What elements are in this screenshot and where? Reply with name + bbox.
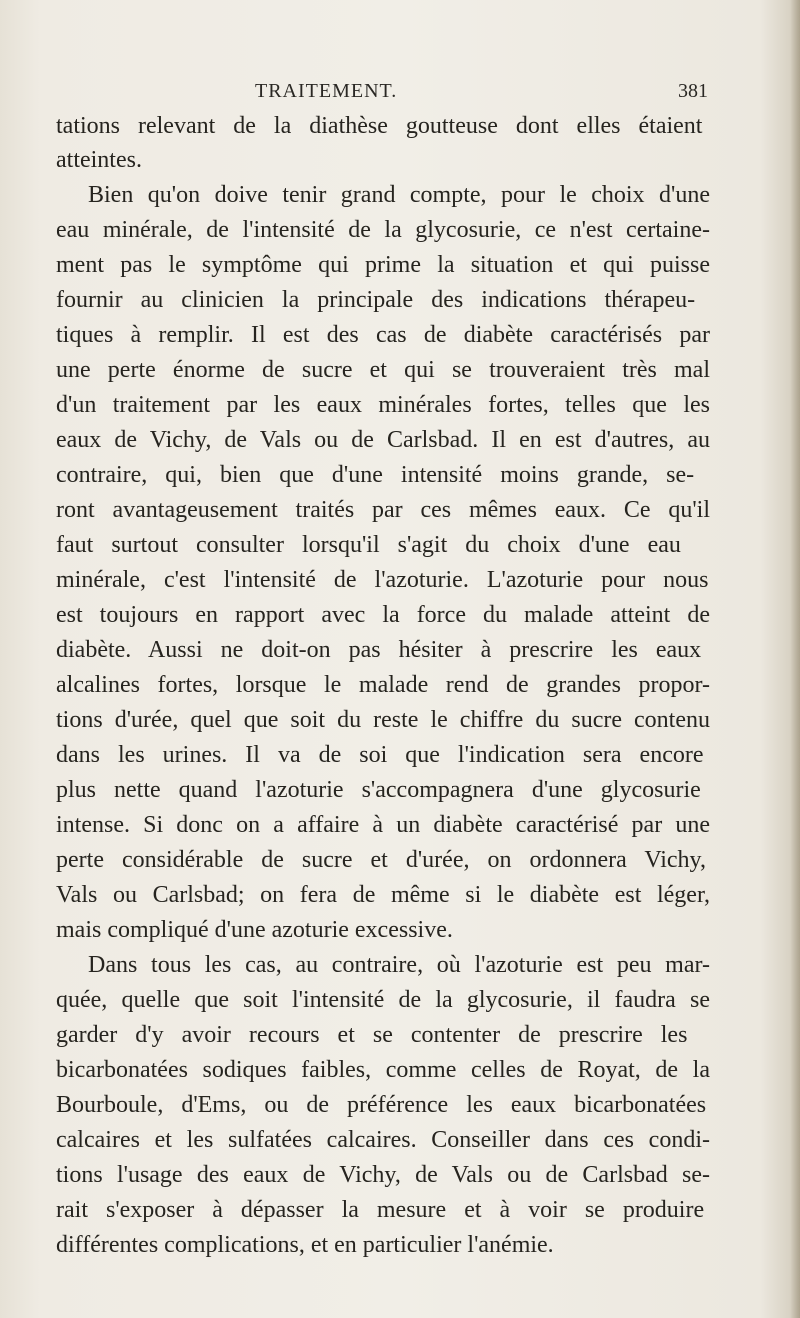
text-line: Bien qu'on doive tenir grand compte, pour le choix d'une (88, 182, 710, 208)
text-line: bicarbonatées sodiques faibles, comme celles de Royat, de la (56, 1057, 710, 1083)
text-line: quée, quelle que soit l'intensité de la glycosurie, il faudra se (56, 987, 710, 1013)
text-line: minérale, c'est l'intensité de l'azoturie. L'azoturie pour nous (56, 567, 709, 593)
running-title: TRAITEMENT. (255, 80, 398, 102)
text-line: calcaires et les sulfatées calcaires. Conseiller dans ces condi- (56, 1127, 710, 1153)
text-line: intense. Si donc on a affaire à un diabète caractérisé par une (56, 812, 710, 838)
text-line: Bourboule, d'Ems, ou de préférence les eaux bicarbonatées (56, 1092, 707, 1118)
text-line: différentes complications, et en particulier l'anémie. (56, 1232, 554, 1258)
text-line: Dans tous les cas, au contraire, où l'azoturie est peu mar- (88, 952, 710, 978)
text-line: d'un traitement par les eaux minérales fortes, telles que les (56, 392, 710, 418)
text-line: est toujours en rapport avec la force du malade atteint de (56, 602, 710, 628)
text-line: faut surtout consulter lorsqu'il s'agit du choix d'une eau (56, 532, 681, 558)
text-line: alcalines fortes, lorsque le malade rend de grandes propor- (56, 672, 710, 698)
text-line: plus nette quand l'azoturie s'accompagnera d'une glycosurie (56, 777, 701, 803)
text-line: tions d'urée, quel que soit du reste le chiffre du sucre contenu (56, 707, 710, 733)
text-line: mais compliqué d'une azoturie excessive. (56, 917, 453, 943)
text-line: dans les urines. Il va de soi que l'indication sera encore (56, 742, 704, 768)
text-line: garder d'y avoir recours et se contenter de prescrire les (56, 1022, 688, 1048)
text-line: Vals ou Carlsbad; on fera de même si le diabète est léger, (56, 882, 710, 908)
text-line: tations relevant de la diathèse goutteuse dont elles étaient (56, 113, 703, 139)
text-line: perte considérable de sucre et d'urée, on ordonnera Vichy, (56, 847, 706, 873)
text-line: diabète. Aussi ne doit-on pas hésiter à prescrire les eaux (56, 637, 702, 663)
text-line: rait s'exposer à dépasser la mesure et à voir se produire (56, 1197, 705, 1223)
text-line: fournir au clinicien la principale des indications thérapeu- (56, 287, 696, 313)
text-line: contraire, qui, bien que d'une intensité moins grande, se- (56, 462, 695, 488)
text-line: eaux de Vichy, de Vals ou de Carlsbad. Il en est d'autres, au (56, 427, 710, 453)
page-number: 381 (678, 80, 708, 102)
text-line: atteintes. (56, 147, 142, 173)
text-line: une perte énorme de sucre et qui se trouveraient très mal (56, 357, 710, 383)
text-line: eau minérale, de l'intensité de la glycosurie, ce n'est certaine- (56, 217, 710, 243)
text-line: ment pas le symptôme qui prime la situation et qui puisse (56, 252, 710, 278)
text-line: tions l'usage des eaux de Vichy, de Vals ou de Carlsbad se- (56, 1162, 710, 1188)
page-edge-shadow (790, 0, 800, 1318)
text-line: ront avantageusement traités par ces mêmes eaux. Ce qu'il (56, 497, 710, 523)
text-line: tiques à remplir. Il est des cas de diabète caractérisés par (56, 322, 710, 348)
page-header (255, 80, 708, 110)
